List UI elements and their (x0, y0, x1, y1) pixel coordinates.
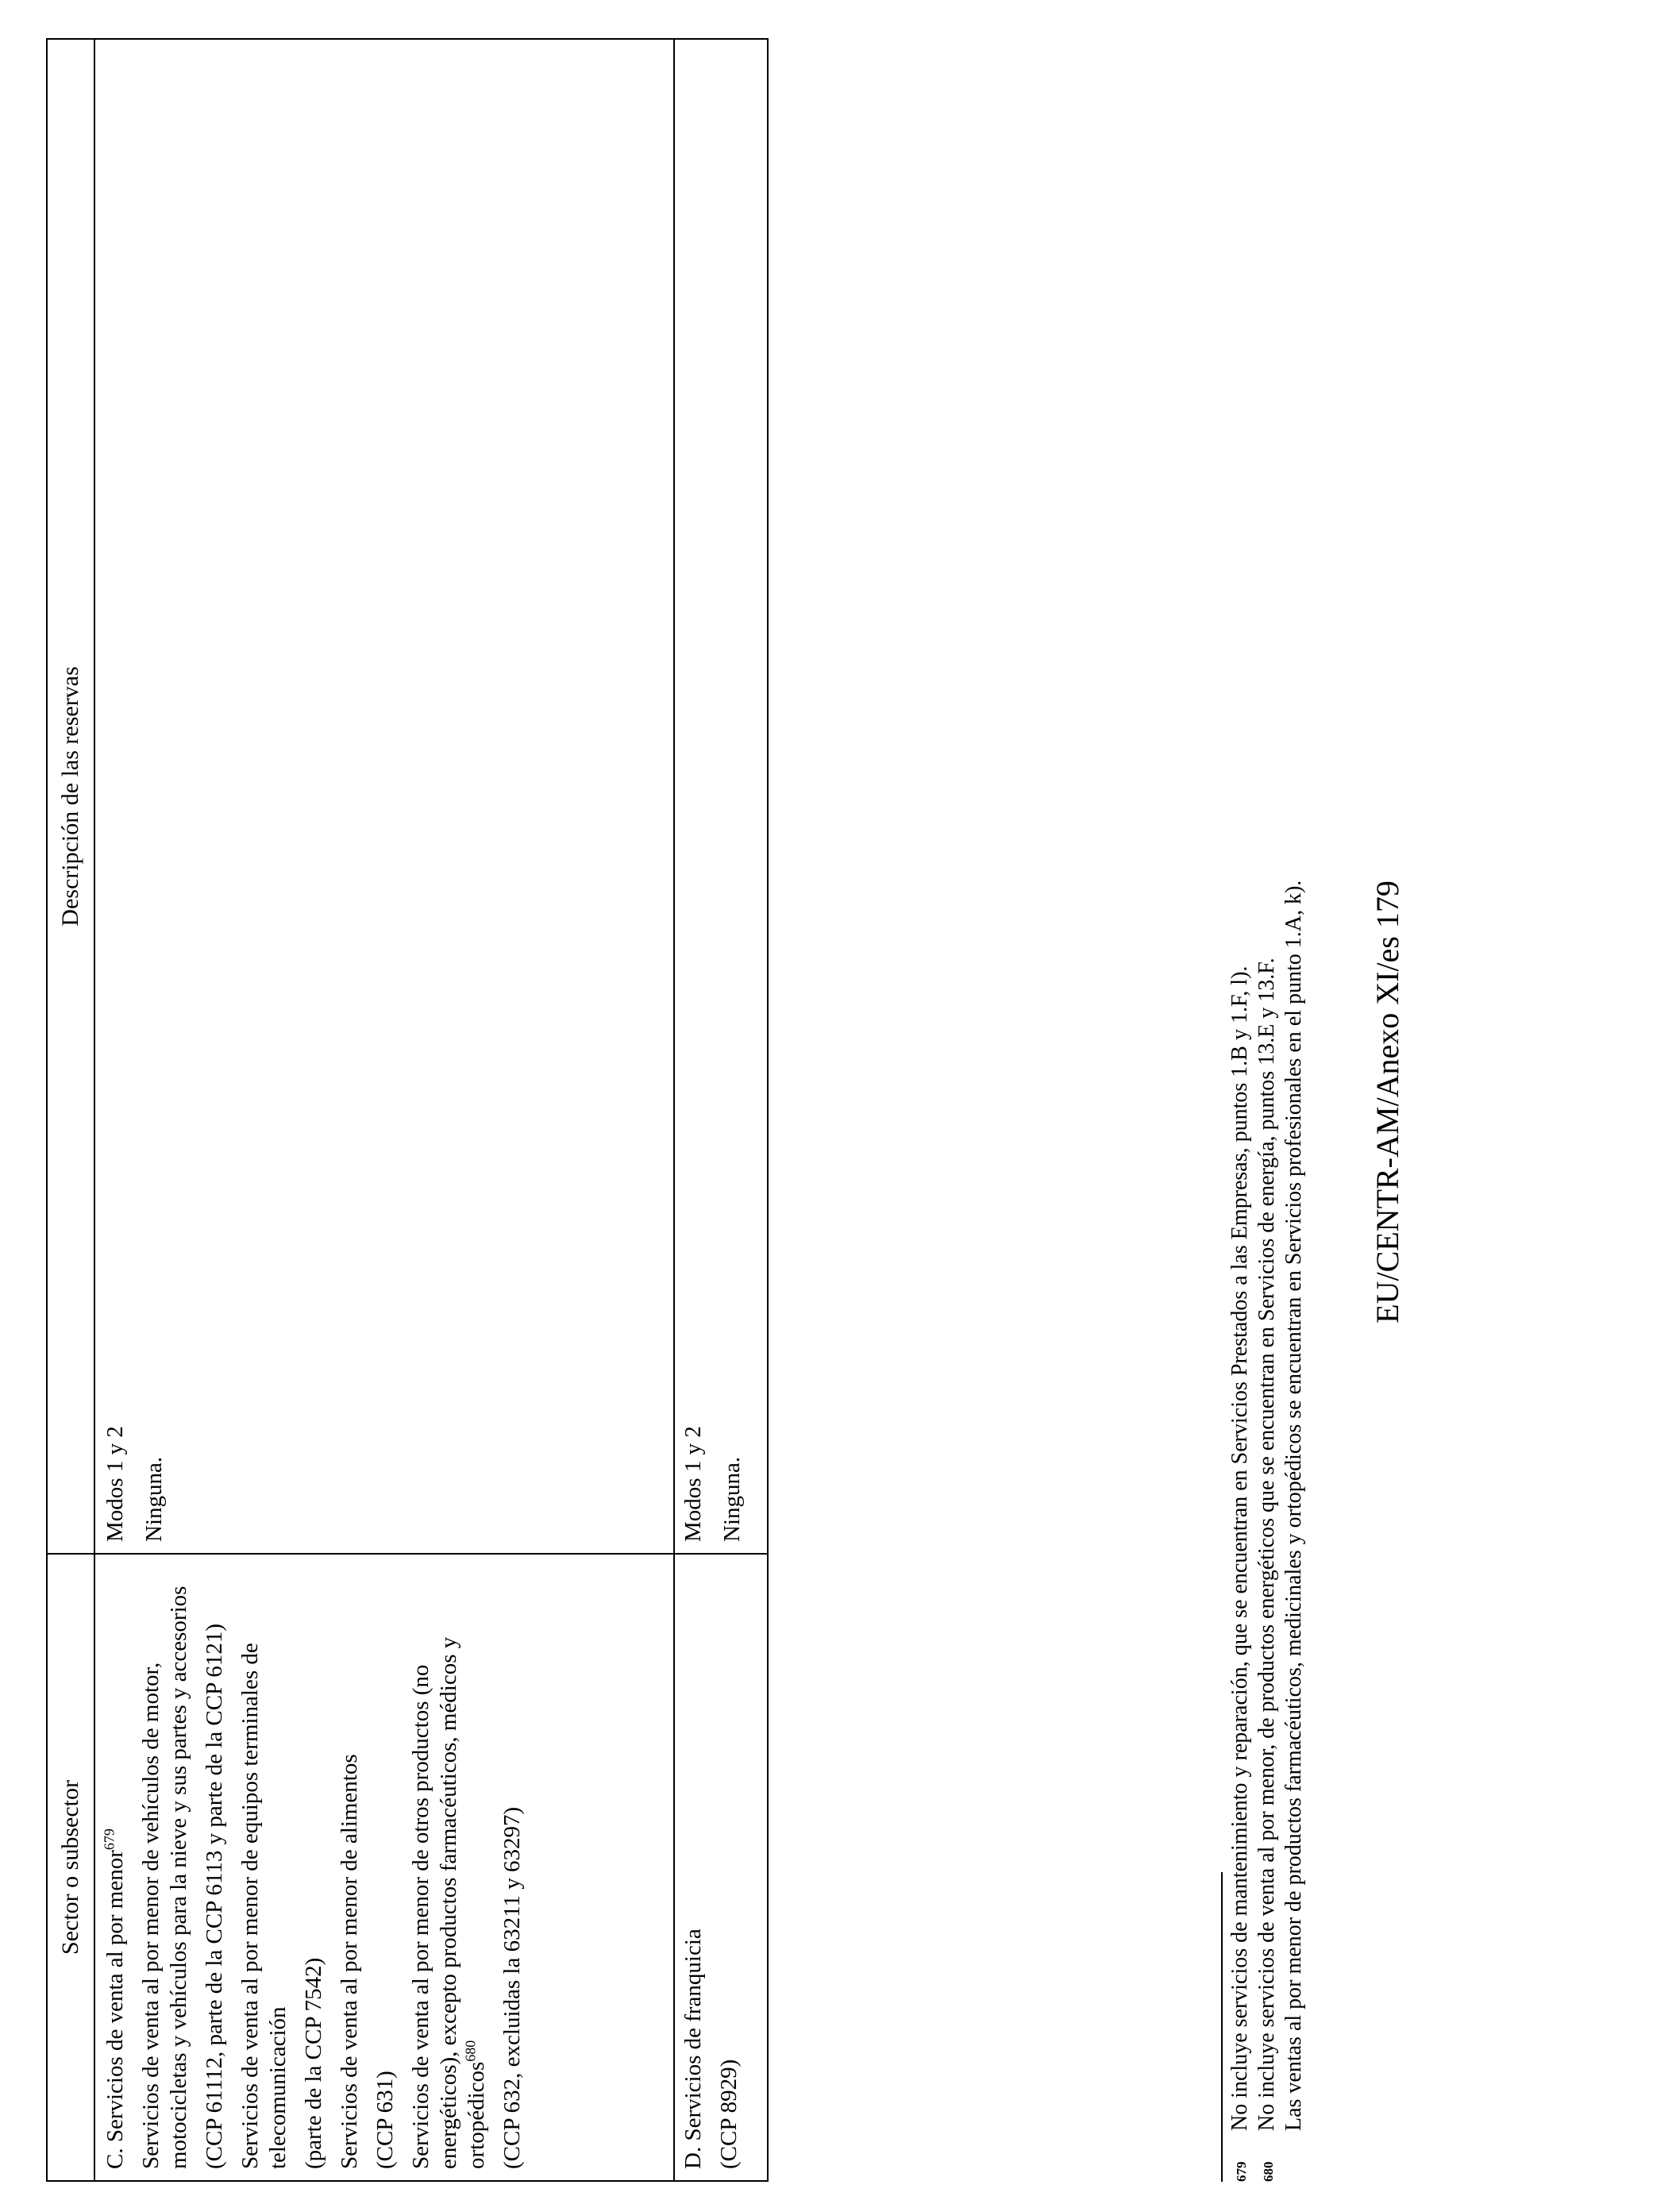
footnote-number (1281, 2131, 1307, 2182)
footnote-number: 679 (1234, 2161, 1249, 2182)
sector-line: Servicios de venta al por menor de equipos terminales de telecomunicación (237, 1643, 291, 2169)
footnote-ref-680: 680 (462, 2040, 479, 2062)
footnote-text: No incluye servicios de venta al por menor, de productos energéticos que se encuentran en Servicios de energía, puntos 13.E y 13.F. (1254, 958, 1279, 2131)
footnote-679 (1227, 38, 1254, 2182)
footnotes (1227, 38, 1307, 2182)
sector-cell-retail (95, 1553, 673, 2180)
sector-line: (CCP 631) (372, 2071, 398, 2169)
description-cell-retail (95, 40, 673, 1553)
footnote-text: Las ventas al por menor de productos farmacéuticos, medicinales y ortopédicos se encuentran en Servicios profesionales en el punto 1.A, k). (1281, 880, 1306, 2131)
modes-label: Modos 1 y 2 (680, 1426, 706, 1542)
reservation-text: Ninguna. (141, 1456, 167, 1542)
sector-line: (CCP 61112, parte de la CCP 6113 y parte de la CCP 6121) (202, 1623, 227, 2169)
footnote-680 (1254, 38, 1281, 2182)
footnote-number: 680 (1261, 2161, 1276, 2182)
sector-line: Servicios de venta al por menor de vehículos de motor, motocicletas y vehículos para la nieve y sus partes y accesorios (138, 1586, 191, 2169)
footnote-680-continued (1281, 38, 1307, 2182)
page-identifier: EU/CENTR-AM/Anexo XI/es 179 (1370, 880, 1405, 1324)
section-d-title: D. Servicios de franquicia (680, 1929, 706, 2169)
modes-label: Modos 1 y 2 (102, 1426, 128, 1542)
section-c-title: C. Servicios de venta al por menor$^{679}$ (101, 1828, 128, 2169)
sector-line-other-products: Servicios de venta al por menor de otros productos (no energéticos), excepto productos farmacéuticos, médicos y ortopédicos$^{680}$ (408, 1636, 489, 2169)
description-cell-franchise (675, 40, 767, 1553)
header-sector: Sector o subsector (48, 1553, 94, 2180)
header-description: Descripción de las reservas (57, 666, 83, 927)
footnote-separator (1221, 1872, 1223, 2182)
sector-line: (parte de la CCP 7542) (301, 1957, 326, 2169)
sector-line: (CCP 632, excluidas la 63211 y 63297) (499, 1806, 525, 2169)
reservations-table (46, 38, 769, 2182)
reservation-text: Ninguna. (719, 1456, 745, 1542)
footnote-text: No incluye servicios de mantenimiento y reparación, que se encuentran en Servicios Prestados a las Empresas, puntos 1.B y 1.F, l). (1227, 965, 1252, 2131)
footnote-ref-679: 679 (101, 1828, 118, 1851)
sector-cell-franchise (675, 1553, 767, 2180)
sector-line: Servicios de venta al por menor de alimentos (337, 1754, 362, 2169)
sector-line: (CCP 8929) (716, 2059, 742, 2169)
